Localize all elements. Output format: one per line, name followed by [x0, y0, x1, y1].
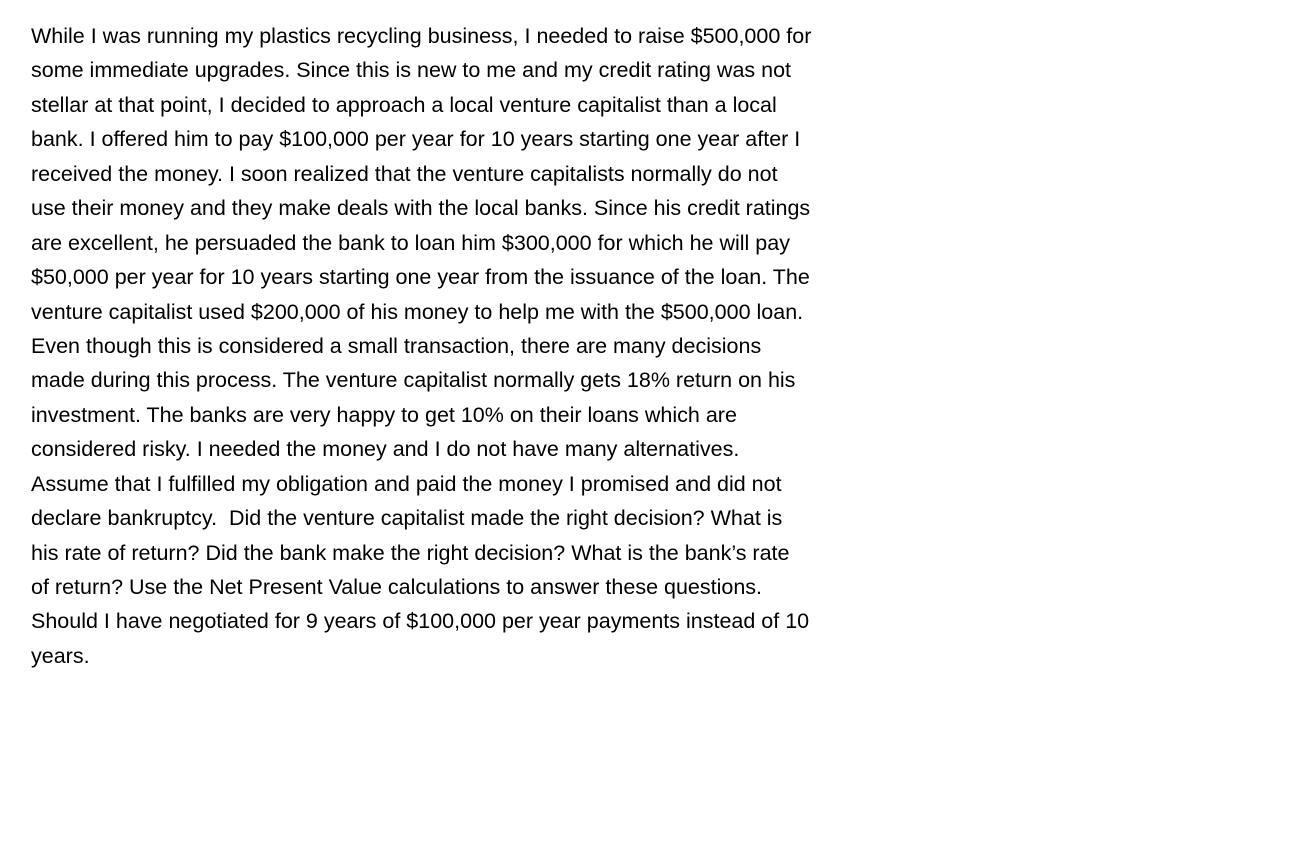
paragraph-line: While I was running my plastics recycling business, I needed to raise $500,000 for	[31, 24, 812, 48]
paragraph-line: considered risky. I needed the money and I do not have many alternatives.	[31, 437, 740, 462]
paragraph-line: some immediate upgrades. Since this is new to me and my credit rating was not	[31, 58, 792, 83]
paragraph-line: of return? Use the Net Present Value calculations to answer these questions.	[31, 575, 763, 599]
problem-paragraph	[31, 19, 931, 673]
paragraph-line: declare bankruptcy. Did the venture capitalist made the right decision? What is	[31, 506, 783, 531]
paragraph-line: are excellent, he persuaded the bank to loan him $300,000 for which he will pay	[31, 230, 790, 255]
paragraph-line: stellar at that point, I decided to approach a local venture capitalist than a local	[31, 92, 777, 117]
paragraph-line: use their money and they make deals with the local banks. Since his credit ratings	[31, 196, 811, 221]
paragraph-line: $50,000 per year for 10 years starting one year from the issuance of the loan. The	[31, 265, 810, 290]
paragraph-line: bank. I offered him to pay $100,000 per year for 10 years starting one year after I	[31, 127, 801, 152]
paragraph-line: Even though this is considered a small transaction, there are many decisions	[31, 333, 762, 358]
paragraph-line: made during this process. The venture capitalist normally gets 18% return on his	[31, 368, 796, 393]
paragraph-line: his rate of return? Did the bank make the right decision? What is the bank’s rate	[31, 540, 790, 565]
paragraph-line: venture capitalist used $200,000 of his money to help me with the $500,000 loan.	[31, 299, 804, 324]
paragraph-line: Should I have negotiated for 9 years of $100,000 per year payments instead of 10	[31, 609, 810, 634]
paragraph-line: received the money. I soon realized that the venture capitalists normally do not	[31, 161, 778, 186]
paragraph-line: years.	[31, 643, 90, 668]
paragraph-line: Assume that I fulfilled my obligation and paid the money I promised and did not	[31, 471, 782, 496]
paragraph-line: investment. The banks are very happy to get 10% on their loans which are	[31, 402, 737, 427]
